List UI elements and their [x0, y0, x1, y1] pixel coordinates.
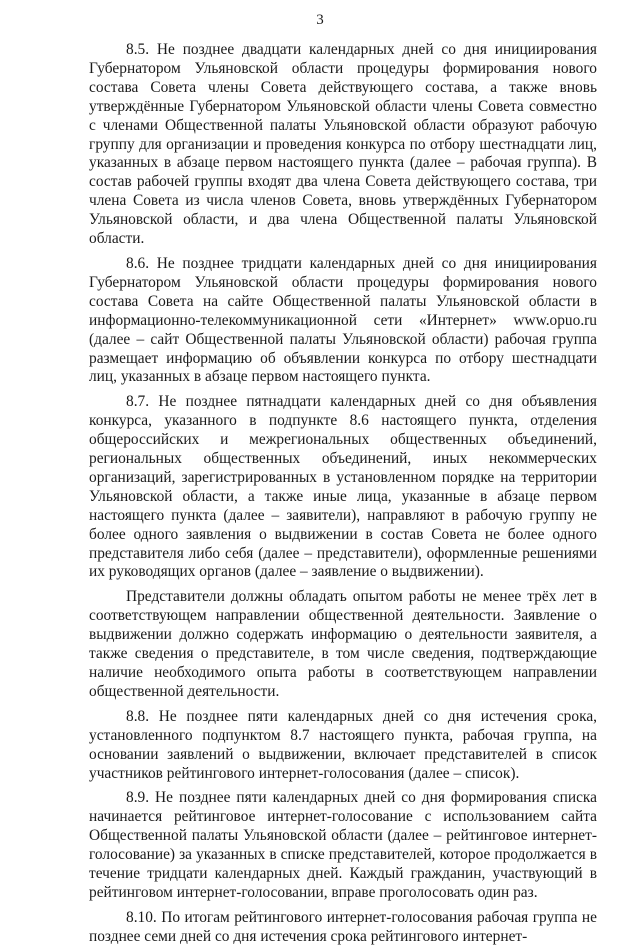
paragraph-8-10: 8.10. По итогам рейтингового интернет-голосования рабочая группа не позднее семи дней со дня истечения срока рейтингового интернет-	[89, 908, 597, 945]
paragraph-8-7: 8.7. Не позднее пятнадцати календарных дней со дня объявления конкурса, указанного в подпункте 8.6 настоящего пункта, отделения общероссийских и межрегиональных общественных объединений, региональных общественных объединений, иных некоммерческих организаций, зарегистрированных в установленном порядке на территории Ульяновской области, а также иные лица, указанные в абзаце первом настоящего пункта (далее – заявители), направляют в рабочую группу не более одного заявления о выдвижении в состав Совета не более одного представителя либо себя (далее – представители), оформленные решениями их руководящих органов (далее – заявление о выдвижении).	[89, 393, 597, 581]
paragraph-8-5: 8.5. Не позднее двадцати календарных дней со дня инициирования Губернатором Ульяновской области процедуры формирования нового состава Совета члены Совета действующего состава, а также вновь утверждённые Губернатором Ульяновской области члены Совета совместно с членами Общественной палаты Ульяновской области образуют рабочую группу для организации и проведения конкурса по отбору шестнадцати лиц, указанных в абзаце первом настоящего пункта (далее – рабочая группа). В состав рабочей группы входят два члена Совета действующего состава, три члена Совета из числа членов Совета, вновь утверждённых Губернатором Ульяновской области, и два члена Общественной палаты Ульяновской области.	[89, 41, 597, 248]
page-number: 3	[316, 12, 324, 28]
paragraph-representatives: Представители должны обладать опытом работы не менее трёх лет в соответствующем направлении общественной деятельности. Заявление о выдвижении должно содержать информацию о деятельности заявителя, а также сведения о представителе, в том числе сведения, подтверждающие наличие необходимого опыта работы в соответствующем направлении общественной деятельности.	[89, 588, 597, 700]
paragraph-8-9: 8.9. Не позднее пяти календарных дней со дня формирования списка начинается рейтинговое интернет-голосование с использованием сайта Общественной палаты Ульяновской области (далее – рейтинговое интернет-голосование) за указанных в списке представителей, которое продолжается в течение тридцати календарных дней. Каждый гражданин, участвующий в рейтинговом интернет-голосовании, вправе проголосовать один раз.	[89, 789, 597, 901]
document-body	[89, 41, 597, 947]
paragraph-8-6: 8.6. Не позднее тридцати календарных дней со дня инициирования Губернатором Ульяновской области процедуры формирования нового состава Совета на сайте Общественной палаты Ульяновской области в информационно-телекоммуникационной сети «Интернет» www.opuo.ru (далее – сайт Общественной палаты Ульяновской области) рабочая группа размещает информацию об объявлении конкурса по отбору шестнадцати лиц, указанных в абзаце первом настоящего пункта.	[89, 254, 597, 386]
paragraph-8-8: 8.8. Не позднее пяти календарных дней со дня истечения срока, установленного подпунктом 8.7 настоящего пункта, рабочая группа, на основании заявлений о выдвижении, включает представителей в список участников рейтингового интернет-голосования (далее – список).	[89, 707, 597, 782]
